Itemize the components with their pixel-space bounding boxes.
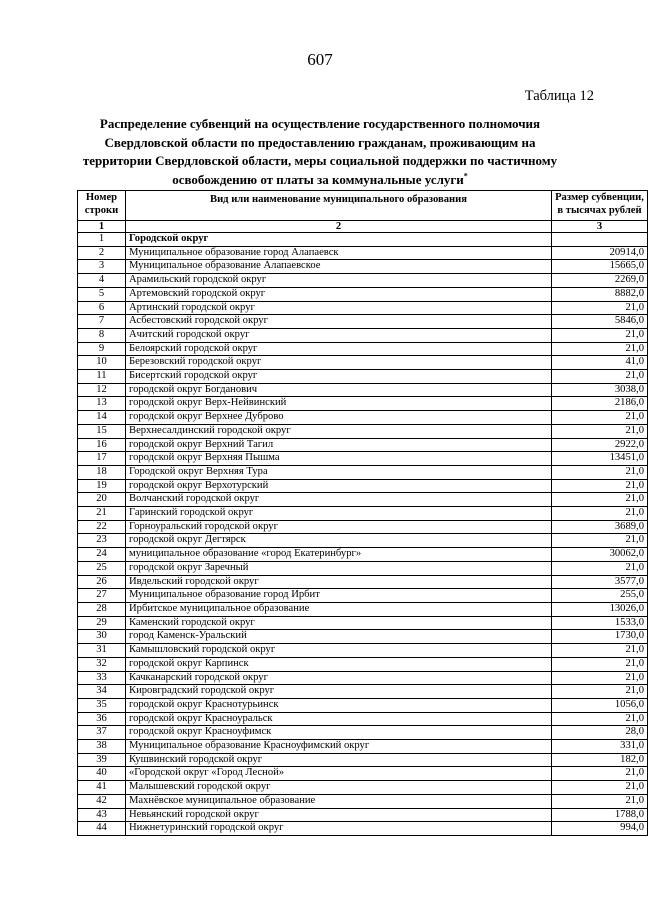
subvention-value: 21,0 [552, 671, 648, 685]
municipality-name: Каменский городской округ [126, 616, 552, 630]
table-row [78, 726, 648, 740]
subvention-table [77, 190, 648, 836]
municipality-name: Нижнетуринский городской округ [126, 822, 552, 836]
row-number: 37 [78, 726, 126, 740]
header-municipality-name: Вид или наименование муниципального образования [126, 191, 552, 221]
table-row [78, 246, 648, 260]
municipality-name: Бисертский городской округ [126, 370, 552, 384]
row-number: 32 [78, 657, 126, 671]
municipality-name: Ачитский городской округ [126, 328, 552, 342]
header-index-3: 3 [552, 221, 648, 233]
row-number: 9 [78, 342, 126, 356]
table-row [78, 411, 648, 425]
table-row [78, 452, 648, 466]
subvention-value: 21,0 [552, 767, 648, 781]
row-number: 25 [78, 561, 126, 575]
table-row [78, 808, 648, 822]
row-number: 23 [78, 534, 126, 548]
subvention-value: 21,0 [552, 781, 648, 795]
row-number: 42 [78, 794, 126, 808]
municipality-name: Муниципальное образование город Алапаевск [126, 246, 552, 260]
table-row [78, 274, 648, 288]
subvention-value: 28,0 [552, 726, 648, 740]
subvention-value: 21,0 [552, 411, 648, 425]
subvention-value: 331,0 [552, 740, 648, 754]
subvention-value: 182,0 [552, 753, 648, 767]
table-row [78, 534, 648, 548]
municipality-name: Артинский городской округ [126, 301, 552, 315]
document-title [80, 115, 560, 189]
municipality-name: городской округ Красноуфимск [126, 726, 552, 740]
municipality-name: Арамильский городской округ [126, 274, 552, 288]
row-number: 19 [78, 479, 126, 493]
row-number: 39 [78, 753, 126, 767]
municipality-name: городской округ Красноуральск [126, 712, 552, 726]
table-row [78, 507, 648, 521]
table-body [78, 233, 648, 836]
table-row [78, 698, 648, 712]
table-row [78, 561, 648, 575]
row-number: 40 [78, 767, 126, 781]
subvention-value [552, 233, 648, 247]
table-row [78, 602, 648, 616]
subvention-value: 21,0 [552, 301, 648, 315]
subvention-value: 21,0 [552, 657, 648, 671]
row-number: 16 [78, 438, 126, 452]
municipality-name: Кировградский городской округ [126, 685, 552, 699]
subvention-value: 1788,0 [552, 808, 648, 822]
table-row [78, 548, 648, 562]
municipality-name: Горноуральский городской округ [126, 520, 552, 534]
row-number: 33 [78, 671, 126, 685]
table-row [78, 822, 648, 836]
row-number: 30 [78, 630, 126, 644]
table-row [78, 753, 648, 767]
municipality-name: Городской округ Верхняя Тура [126, 465, 552, 479]
subvention-value: 8882,0 [552, 287, 648, 301]
subvention-value: 20914,0 [552, 246, 648, 260]
subvention-value: 13451,0 [552, 452, 648, 466]
subvention-value: 21,0 [552, 342, 648, 356]
row-number: 2 [78, 246, 126, 260]
row-number: 22 [78, 520, 126, 534]
municipality-name: Махнёвское муниципальное образование [126, 794, 552, 808]
subvention-value: 21,0 [552, 794, 648, 808]
municipality-name: Городской округ [126, 233, 552, 247]
municipality-name: Ивдельский городской округ [126, 575, 552, 589]
municipality-name: Ирбитское муниципальное образование [126, 602, 552, 616]
municipality-name: Волчанский городской округ [126, 493, 552, 507]
row-number: 44 [78, 822, 126, 836]
subvention-value: 2186,0 [552, 397, 648, 411]
row-number: 20 [78, 493, 126, 507]
municipality-name: городской округ Богданович [126, 383, 552, 397]
row-number: 21 [78, 507, 126, 521]
table-row [78, 589, 648, 603]
row-number: 24 [78, 548, 126, 562]
subvention-value: 2269,0 [552, 274, 648, 288]
document-title-text: Распределение субвенций на осуществление государственного полномочия Свердловской области по предоставлению гражданам, проживающим на территории Свердловской области, меры социальной поддержки по частичному освобождению от платы за коммунальные услуги [82, 116, 558, 187]
subvention-value: 21,0 [552, 493, 648, 507]
row-number: 36 [78, 712, 126, 726]
subvention-value: 21,0 [552, 561, 648, 575]
municipality-name: город Каменск-Уральский [126, 630, 552, 644]
municipality-name: городской округ Верхотурский [126, 479, 552, 493]
table-row [78, 767, 648, 781]
table-row [78, 383, 648, 397]
subvention-value: 1056,0 [552, 698, 648, 712]
municipality-name: Муниципальное образование Алапаевское [126, 260, 552, 274]
row-number: 38 [78, 740, 126, 754]
table-row [78, 616, 648, 630]
subvention-value: 21,0 [552, 644, 648, 658]
row-number: 11 [78, 370, 126, 384]
municipality-name: городской округ Верх-Нейвинский [126, 397, 552, 411]
table-row [78, 424, 648, 438]
municipality-name: городской округ Заречный [126, 561, 552, 575]
row-number: 35 [78, 698, 126, 712]
row-number: 4 [78, 274, 126, 288]
table-row [78, 493, 648, 507]
municipality-name: Камышловский городской округ [126, 644, 552, 658]
municipality-name: Кушвинский городской округ [126, 753, 552, 767]
row-number: 13 [78, 397, 126, 411]
subvention-value: 255,0 [552, 589, 648, 603]
subvention-value: 15665,0 [552, 260, 648, 274]
municipality-name: Малышевский городской округ [126, 781, 552, 795]
municipality-name: Асбестовский городской округ [126, 315, 552, 329]
municipality-name: городской округ Краснотурьинск [126, 698, 552, 712]
table-row [78, 356, 648, 370]
municipality-name: Гаринский городской округ [126, 507, 552, 521]
row-number: 43 [78, 808, 126, 822]
municipality-name: «Городской округ «Город Лесной» [126, 767, 552, 781]
table-row [78, 644, 648, 658]
municipality-name: Белоярский городской округ [126, 342, 552, 356]
subvention-value: 21,0 [552, 465, 648, 479]
subvention-value: 21,0 [552, 370, 648, 384]
row-number: 31 [78, 644, 126, 658]
subvention-value: 21,0 [552, 424, 648, 438]
page-number: 607 [307, 50, 333, 69]
header-subvention-amount: Размер субвенции, в тысячах рублей [552, 191, 648, 221]
table-row [78, 630, 648, 644]
subvention-value: 1730,0 [552, 630, 648, 644]
row-number: 12 [78, 383, 126, 397]
subvention-value: 41,0 [552, 356, 648, 370]
table-row [78, 575, 648, 589]
row-number: 34 [78, 685, 126, 699]
row-number: 6 [78, 301, 126, 315]
table-row [78, 740, 648, 754]
subvention-value: 21,0 [552, 534, 648, 548]
table-row [78, 301, 648, 315]
table-row [78, 328, 648, 342]
subvention-value: 21,0 [552, 328, 648, 342]
table-row [78, 233, 648, 247]
row-number: 17 [78, 452, 126, 466]
footnote-mark: * [463, 171, 468, 181]
subvention-value: 30062,0 [552, 548, 648, 562]
municipality-name: муниципальное образование «город Екатеринбург» [126, 548, 552, 562]
subvention-value: 21,0 [552, 712, 648, 726]
subvention-value: 13026,0 [552, 602, 648, 616]
table-row [78, 260, 648, 274]
row-number: 10 [78, 356, 126, 370]
subvention-value: 21,0 [552, 685, 648, 699]
table-row [78, 712, 648, 726]
subvention-value: 21,0 [552, 507, 648, 521]
subvention-value: 21,0 [552, 479, 648, 493]
row-number: 5 [78, 287, 126, 301]
row-number: 29 [78, 616, 126, 630]
row-number: 7 [78, 315, 126, 329]
row-number: 1 [78, 233, 126, 247]
table-row [78, 685, 648, 699]
municipality-name: городской округ Верхний Тагил [126, 438, 552, 452]
row-number: 27 [78, 589, 126, 603]
row-number: 41 [78, 781, 126, 795]
table-row [78, 520, 648, 534]
table-row [78, 657, 648, 671]
row-number: 26 [78, 575, 126, 589]
subvention-value: 3689,0 [552, 520, 648, 534]
header-index-2: 2 [126, 221, 552, 233]
header-row-number: Номер строки [78, 191, 126, 221]
subvention-value: 1533,0 [552, 616, 648, 630]
municipality-name: городской округ Карпинск [126, 657, 552, 671]
row-number: 14 [78, 411, 126, 425]
table-caption: Таблица 12 [524, 88, 594, 104]
table-row [78, 397, 648, 411]
subvention-value: 3577,0 [552, 575, 648, 589]
table-row [78, 438, 648, 452]
subvention-value: 994,0 [552, 822, 648, 836]
subvention-value: 5846,0 [552, 315, 648, 329]
municipality-name: Невьянский городской округ [126, 808, 552, 822]
table-row [78, 315, 648, 329]
municipality-name: Качканарский городской округ [126, 671, 552, 685]
subvention-value: 3038,0 [552, 383, 648, 397]
municipality-name: Верхнесалдинский городской округ [126, 424, 552, 438]
table-row [78, 671, 648, 685]
table-row [78, 794, 648, 808]
row-number: 3 [78, 260, 126, 274]
municipality-name: городской округ Верхняя Пышма [126, 452, 552, 466]
table-row [78, 287, 648, 301]
table-row [78, 781, 648, 795]
municipality-name: Муниципальное образование Красноуфимский округ [126, 740, 552, 754]
municipality-name: городской округ Дегтярск [126, 534, 552, 548]
row-number: 28 [78, 602, 126, 616]
table-row [78, 465, 648, 479]
municipality-name: городской округ Верхнее Дуброво [126, 411, 552, 425]
table-row [78, 342, 648, 356]
row-number: 15 [78, 424, 126, 438]
subvention-value: 2922,0 [552, 438, 648, 452]
municipality-name: Муниципальное образование город Ирбит [126, 589, 552, 603]
table-row [78, 479, 648, 493]
row-number: 8 [78, 328, 126, 342]
municipality-name: Артемовский городской округ [126, 287, 552, 301]
header-index-1: 1 [78, 221, 126, 233]
municipality-name: Березовский городской округ [126, 356, 552, 370]
table-row [78, 370, 648, 384]
row-number: 18 [78, 465, 126, 479]
